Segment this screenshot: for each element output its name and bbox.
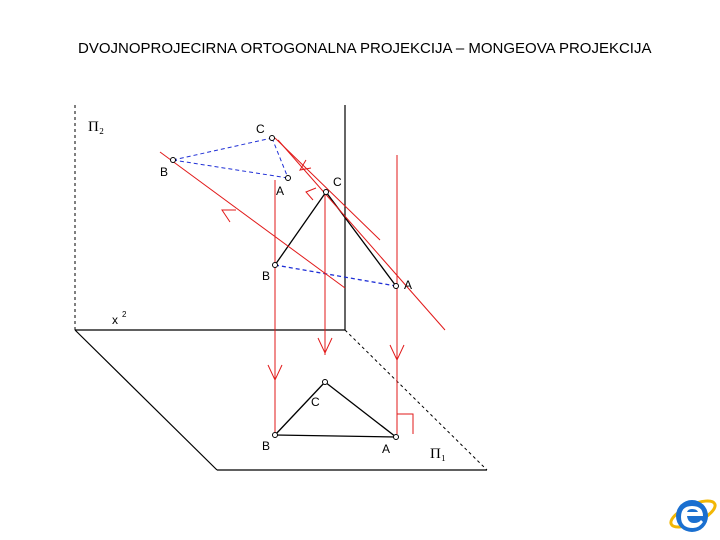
slide-title: DVOJNOPROJECIRNA ORTOGONALNA PROJEKCIJA – MONGEOVA PROJEKCIJA [78,40,652,57]
internet-explorer-logo-icon [667,490,719,538]
x-axis-superscript: 2 [122,310,127,319]
point-c-pi2-label: C [256,122,265,136]
pi1-projection-triangle [275,382,396,437]
pi1-label: Π₁ [430,446,447,462]
point-a-space-label: A [404,278,413,292]
x-axis-label: x [112,313,118,327]
point-b-pi2-label: B [160,165,169,179]
right-angle-marker [397,414,413,434]
point-b-space-label: B [262,269,271,283]
point-markers [171,136,399,440]
pi1-plane-right-edge-dashed [345,330,487,470]
point-c-pi1-label: C [311,395,320,409]
point-b-pi1-label: B [262,439,271,453]
ray-arrowheads [222,160,404,380]
point-a-pi2-label: A [276,184,285,198]
point-a-pi1-label: A [382,442,391,456]
pi1-plane-left-edge [75,330,217,470]
pi2-projection-triangle [173,138,288,178]
point-c-space-label: C [333,175,342,189]
pi2-label: Π₂ [88,119,105,135]
